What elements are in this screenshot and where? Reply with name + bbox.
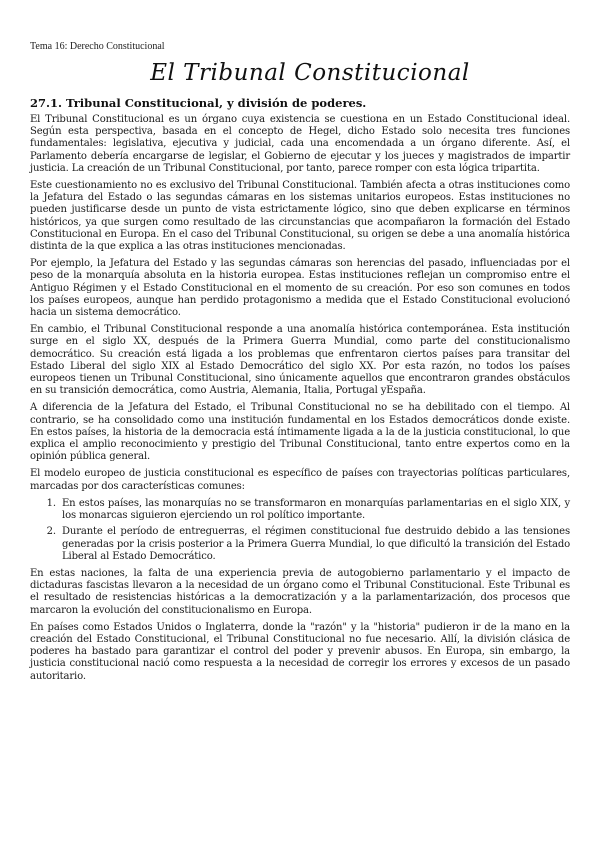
- page-title: El Tribunal Constitucional: [150, 60, 470, 86]
- paragraph-8: En países como Estados Unidos o Inglaterra, donde la "razón" y la "historia" pudieron ir de la mano en la creación del Estado Constitucional, el Tribunal Constitucional no fue necesario. Allí, la división clásica de poderes ha bastado para garantizar el control del poder y prevenir abusos. En Europa, sin embargo, la justicia constitucional nació como respuesta a la necesidad de corregir los errores y excesos de un pasado autoritario.: [30, 621, 570, 682]
- list-item: 1. En estos países, las monarquías no se transformaron en monarquías parlamentarias en el siglo XIX, y los monarcas siguieron ejerciendo un rol político importante.: [59, 498, 570, 522]
- paragraph-2: Este cuestionamiento no es exclusivo del Tribunal Constitucional. También afecta a otras instituciones como la Jefatura del Estado o las segundas cámaras en los sistemas unitarios europeos. Estas instituciones no pueden justificarse desde un punto de vista estrictamente lógico, sino que deben explicarse en términos históricos, ya que surgen como resultado de las circunstancias que acompañaron la formación del Estado Constitucional en Europa. En el caso del Tribunal Constitucional, su origen se debe a una anomalía histórica distinta de la que explica a las otras instituciones mencionadas.: [30, 180, 570, 253]
- paragraph-1: El Tribunal Constitucional es un órgano cuya existencia se cuestiona en un Estado Constitucional ideal. Según esta perspectiva, basada en el concepto de Hegel, dicho Estado solo necesita tres funciones fundamentales: legislativa, ejecutiva y judicial, cada una encomendada a un órgano diferente. Así, el Parlamento debería encargarse de legislar, el Gobierno de ejecutar y los jueces y magistrados de impartir justicia. La creación de un Tribunal Constitucional, por tanto, parece romper con esta lógica tripartita.: [30, 114, 570, 174]
- paragraph-4: En cambio, el Tribunal Constitucional responde a una anomalía histórica contemporánea. Esta institución surge en el siglo XX, después de la Primera Guerra Mundial, como parte del constitucionalismo democrático. Su creación está ligada a los problemas que enfrentaron ciertos países para transitar del Estado Liberal del siglo XIX al Estado Democrático del siglo XX. Por esta razón, no todos los países europeos tienen un Tribunal Constitucional, sino únicamente aquellos que encontraron grandes obstáculos en su transición democrática, como Austria, Alemania, Italia, Portugal yEspaña.: [30, 324, 570, 397]
- list-item: 2. Durante el período de entreguerras, el régimen constitucional fue destruido debido a las tensiones generadas por la crisis posterior a la Primera Guerra Mundial, lo que dificultó la transición del Estado Liberal al Estado Democrático.: [59, 526, 570, 563]
- paragraph-6: El modelo europeo de justicia constitucional es específico de países con trayectorias políticas particulares, marcadas por dos características comunes:: [30, 468, 570, 492]
- running-head: Tema 16: Derecho Constitucional: [30, 41, 165, 52]
- document-body: [30, 96, 570, 688]
- paragraph-7: En estas naciones, la falta de una experiencia previa de autogobierno parlamentario y el impacto de dictaduras fascistas llevaron a la necesidad de un órgano como el Tribunal Constitucional. Este Tribunal es el resultado de resistencias históricas a la democratización y a la parlamentarización, dos procesos que marcaron la evolución del constitucionalismo en Europa.: [30, 567, 570, 616]
- section-heading: 27.1. Tribunal Constitucional, y división de poderes.: [30, 96, 367, 110]
- characteristics-list: [30, 498, 570, 563]
- paragraph-5: A diferencia de la Jefatura del Estado, el Tribunal Constitucional no se ha debilitado con el tiempo. Al contrario, se ha consolidado como una institución fundamental en los Estados democráticos donde existe. En estos países, la historia de la democracia está íntimamente ligada a la de la justicia constitucional, lo que explica el amplio reconocimiento y prestigio del Tribunal Constitucional, tanto entre expertos como en la opinión pública general.: [30, 402, 570, 463]
- paragraph-3: Por ejemplo, la Jefatura del Estado y las segundas cámaras son herencias del pasado, influenciadas por el peso de la monarquía absoluta en la historia europea. Estas instituciones reflejan un compromiso entre el Antiguo Régimen y el Estado Constitucional en el momento de su creación. Por eso son comunes en todos los países europeos, aunque han perdido protagonismo a medida que el Estado Constitucional evolucionó hacia un sistema democrático.: [30, 258, 570, 319]
